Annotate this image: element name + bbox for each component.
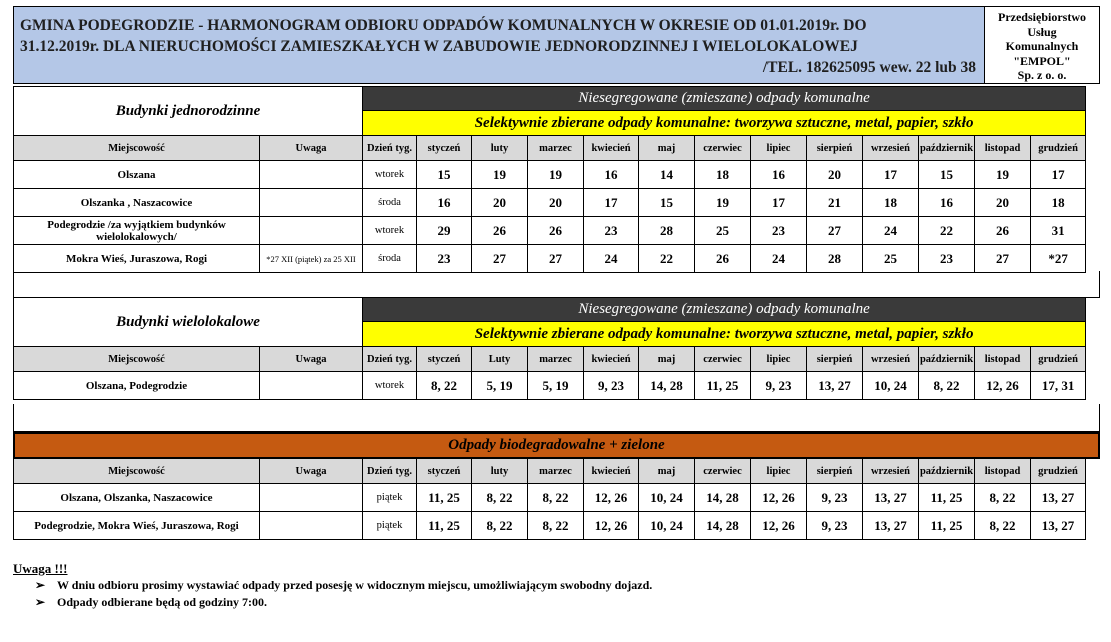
schedule-table-multi-family (13, 297, 1086, 400)
row-date: 18 (695, 161, 751, 189)
notes-title: Uwaga !!! (13, 561, 68, 576)
row-date: 11, 25 (695, 372, 751, 400)
title-line-2: 31.12.2019r. DLA NIERUCHOMOŚCI ZAMIESZKAŁYCH W ZABUDOWIE JEDNORODZINNEJ I WIELOLOKALOWEJ (20, 38, 858, 55)
row-date: 28 (639, 217, 695, 245)
row-date: 20 (975, 189, 1031, 217)
row-date: 22 (639, 245, 695, 273)
row-day: wtorek (363, 217, 417, 245)
document-header (13, 6, 985, 84)
row-date: 24 (584, 245, 639, 273)
row-place: Podegrodzie /za wyjątkiem budynków wielolokalowych/ (14, 217, 260, 245)
row-date: 17 (751, 189, 807, 217)
table-row (14, 512, 1086, 540)
company-line: Sp. z o. o. (1017, 68, 1067, 82)
row-date: 14, 28 (695, 512, 751, 540)
section-header-row (14, 298, 1086, 322)
row-date: 12, 26 (584, 484, 639, 512)
row-date: 22 (919, 217, 975, 245)
header-month: październik (919, 347, 975, 372)
row-date: 10, 24 (639, 512, 695, 540)
header-month: grudzień (1031, 347, 1086, 372)
row-date: 9, 23 (584, 372, 639, 400)
row-place: Olszana, Podegrodzie (14, 372, 260, 400)
row-date: 14 (639, 161, 695, 189)
header-month: listopad (975, 347, 1031, 372)
row-date: 23 (751, 217, 807, 245)
header-month: sierpień (807, 136, 863, 161)
row-date: 11, 25 (417, 512, 472, 540)
header-month: wrzesień (863, 459, 919, 484)
header-month: kwiecień (584, 347, 639, 372)
company-line: Usług (1027, 24, 1057, 39)
company-line: Przedsiębiorstwo (998, 10, 1086, 24)
row-date: 25 (863, 245, 919, 273)
row-date: 15 (919, 161, 975, 189)
row-note (260, 484, 363, 512)
section-gap (13, 404, 1100, 432)
header-month: wrzesień (863, 347, 919, 372)
section-gap (13, 271, 1100, 298)
table-row (14, 161, 1086, 189)
row-date: *27 (1031, 245, 1086, 273)
row-date: 13, 27 (863, 512, 919, 540)
row-date: 8, 22 (975, 512, 1031, 540)
row-date: 27 (528, 245, 584, 273)
header-place: Miejscowość (14, 136, 260, 161)
schedule-table-bio-waste (13, 458, 1086, 540)
company-box (985, 6, 1100, 84)
header-month: Luty (472, 347, 528, 372)
header-month: sierpień (807, 347, 863, 372)
table-row (14, 484, 1086, 512)
row-date: 31 (1031, 217, 1086, 245)
row-date: 18 (1031, 189, 1086, 217)
header-note: Uwaga (260, 459, 363, 484)
row-date: 10, 24 (863, 372, 919, 400)
header-month: listopad (975, 459, 1031, 484)
document-title (20, 15, 980, 78)
mixed-waste-band: Niesegregowane (zmieszane) odpady komunalne (363, 298, 1086, 322)
header-month: lipiec (751, 459, 807, 484)
row-date: 21 (807, 189, 863, 217)
schedule-table-single-family (13, 86, 1086, 273)
row-day: środa (363, 189, 417, 217)
header-month: marzec (528, 459, 584, 484)
row-date: 17 (584, 189, 639, 217)
header-month: luty (472, 459, 528, 484)
arrow-bullet-icon: ➢ (35, 578, 46, 592)
row-date: 12, 26 (751, 484, 807, 512)
title-line-3: /TEL. 182625095 wew. 22 lub 38 (762, 59, 976, 76)
row-place: Olszanka , Naszacowice (14, 189, 260, 217)
header-month: sierpień (807, 459, 863, 484)
header-day: Dzień tyg. (363, 347, 417, 372)
row-date: 26 (472, 217, 528, 245)
row-date: 17, 31 (1031, 372, 1086, 400)
header-month: maj (639, 136, 695, 161)
header-month: grudzień (1031, 136, 1086, 161)
header-note: Uwaga (260, 347, 363, 372)
column-header-row (14, 459, 1086, 484)
row-date: 8, 22 (919, 372, 975, 400)
row-date: 16 (919, 189, 975, 217)
arrow-bullet-icon: ➢ (35, 595, 46, 609)
row-date: 23 (919, 245, 975, 273)
company-line: Komunalnych (1005, 39, 1079, 53)
row-note (260, 161, 363, 189)
row-date: 9, 23 (807, 512, 863, 540)
row-date: 13, 27 (1031, 484, 1086, 512)
selective-waste-band: Selektywnie zbierane odpady komunalne: tworzywa sztuczne, metal, papier, szkło (363, 111, 1086, 136)
row-date: 14, 28 (695, 484, 751, 512)
row-note (260, 372, 363, 400)
row-date: 26 (695, 245, 751, 273)
column-header-row (14, 347, 1086, 372)
header-month: kwiecień (584, 459, 639, 484)
row-date: 27 (975, 245, 1031, 273)
column-header-row (14, 136, 1086, 161)
header-month: styczeń (417, 459, 472, 484)
row-date: 16 (417, 189, 472, 217)
row-date: 20 (472, 189, 528, 217)
row-day: wtorek (363, 161, 417, 189)
row-date: 23 (417, 245, 472, 273)
row-note: *27 XII (piątek) za 25 XII (260, 245, 363, 273)
row-date: 9, 23 (751, 372, 807, 400)
row-date: 24 (863, 217, 919, 245)
row-date: 8, 22 (528, 512, 584, 540)
header-place: Miejscowość (14, 459, 260, 484)
row-date: 27 (472, 245, 528, 273)
row-date: 19 (472, 161, 528, 189)
header-month: styczeń (417, 347, 472, 372)
row-place: Olszana (14, 161, 260, 189)
row-date: 15 (417, 161, 472, 189)
note-item (13, 594, 652, 611)
row-date: 16 (751, 161, 807, 189)
row-date: 17 (863, 161, 919, 189)
header-month: czerwiec (695, 459, 751, 484)
header-month: październik (919, 136, 975, 161)
header-month: marzec (528, 136, 584, 161)
row-date: 13, 27 (1031, 512, 1086, 540)
section-title: Budynki jednorodzinne (14, 87, 363, 136)
row-date: 8, 22 (472, 512, 528, 540)
row-place: Podegrodzie, Mokra Wieś, Juraszowa, Rogi (14, 512, 260, 540)
header-month: styczeń (417, 136, 472, 161)
company-line: "EMPOL" (1013, 53, 1071, 68)
row-date: 28 (807, 245, 863, 273)
row-date: 8, 22 (975, 484, 1031, 512)
header-day: Dzień tyg. (363, 459, 417, 484)
row-date: 19 (528, 161, 584, 189)
row-date: 5, 19 (528, 372, 584, 400)
row-date: 20 (528, 189, 584, 217)
note-item (13, 577, 652, 594)
header-month: marzec (528, 347, 584, 372)
header-month: wrzesień (863, 136, 919, 161)
header-month: czerwiec (695, 347, 751, 372)
row-date: 18 (863, 189, 919, 217)
row-date: 13, 27 (863, 484, 919, 512)
header-month: lipiec (751, 136, 807, 161)
row-date: 10, 24 (639, 484, 695, 512)
row-date: 5, 19 (472, 372, 528, 400)
row-day: środa (363, 245, 417, 273)
row-date: 20 (807, 161, 863, 189)
row-date: 27 (807, 217, 863, 245)
row-date: 23 (584, 217, 639, 245)
header-place: Miejscowość (14, 347, 260, 372)
row-date: 12, 26 (584, 512, 639, 540)
header-day: Dzień tyg. (363, 136, 417, 161)
header-note: Uwaga (260, 136, 363, 161)
section-header-row (14, 87, 1086, 111)
notes (13, 560, 652, 611)
table-row (14, 245, 1086, 273)
row-note (260, 217, 363, 245)
title-line-1: GMINA PODEGRODZIE - HARMONOGRAM ODBIORU ODPADÓW KOMUNALNYCH W OKRESIE OD 01.01.2019r. DO (20, 17, 867, 34)
row-date: 9, 23 (807, 484, 863, 512)
row-date: 12, 26 (975, 372, 1031, 400)
row-date: 8, 22 (528, 484, 584, 512)
row-date: 19 (975, 161, 1031, 189)
row-date: 11, 25 (417, 484, 472, 512)
row-date: 14, 28 (639, 372, 695, 400)
mixed-waste-band: Niesegregowane (zmieszane) odpady komunalne (363, 87, 1086, 111)
note-text: Odpady odbierane będą od godziny 7:00. (57, 595, 268, 609)
row-date: 11, 25 (919, 512, 975, 540)
row-date: 15 (639, 189, 695, 217)
row-date: 17 (1031, 161, 1086, 189)
row-place: Olszana, Olszanka, Naszacowice (14, 484, 260, 512)
row-date: 26 (975, 217, 1031, 245)
header-month: czerwiec (695, 136, 751, 161)
row-date: 8, 22 (472, 484, 528, 512)
row-date: 26 (528, 217, 584, 245)
header-month: lipiec (751, 347, 807, 372)
row-date: 29 (417, 217, 472, 245)
table-row (14, 372, 1086, 400)
bio-waste-band: Odpady biodegradowalne + zielone (13, 432, 1100, 459)
row-day: piątek (363, 512, 417, 540)
table-row (14, 217, 1086, 245)
selective-waste-band: Selektywnie zbierane odpady komunalne: tworzywa sztuczne, metal, papier, szkło (363, 322, 1086, 347)
note-text: W dniu odbioru prosimy wystawiać odpady przed posesję w widocznym miejscu, umożliwiającym swobodny dojazd. (57, 578, 653, 592)
row-place: Mokra Wieś, Juraszowa, Rogi (14, 245, 260, 273)
row-date: 11, 25 (919, 484, 975, 512)
header-month: luty (472, 136, 528, 161)
header-month: maj (639, 459, 695, 484)
row-date: 8, 22 (417, 372, 472, 400)
row-date: 25 (695, 217, 751, 245)
row-date: 19 (695, 189, 751, 217)
row-date: 12, 26 (751, 512, 807, 540)
header-month: grudzień (1031, 459, 1086, 484)
row-date: 16 (584, 161, 639, 189)
row-date: 13, 27 (807, 372, 863, 400)
section-title: Budynki wielolokalowe (14, 298, 363, 347)
header-month: maj (639, 347, 695, 372)
table-row (14, 189, 1086, 217)
row-note (260, 189, 363, 217)
header-month: kwiecień (584, 136, 639, 161)
row-date: 24 (751, 245, 807, 273)
row-day: piątek (363, 484, 417, 512)
row-note (260, 512, 363, 540)
row-day: wtorek (363, 372, 417, 400)
header-month: listopad (975, 136, 1031, 161)
header-month: październik (919, 459, 975, 484)
